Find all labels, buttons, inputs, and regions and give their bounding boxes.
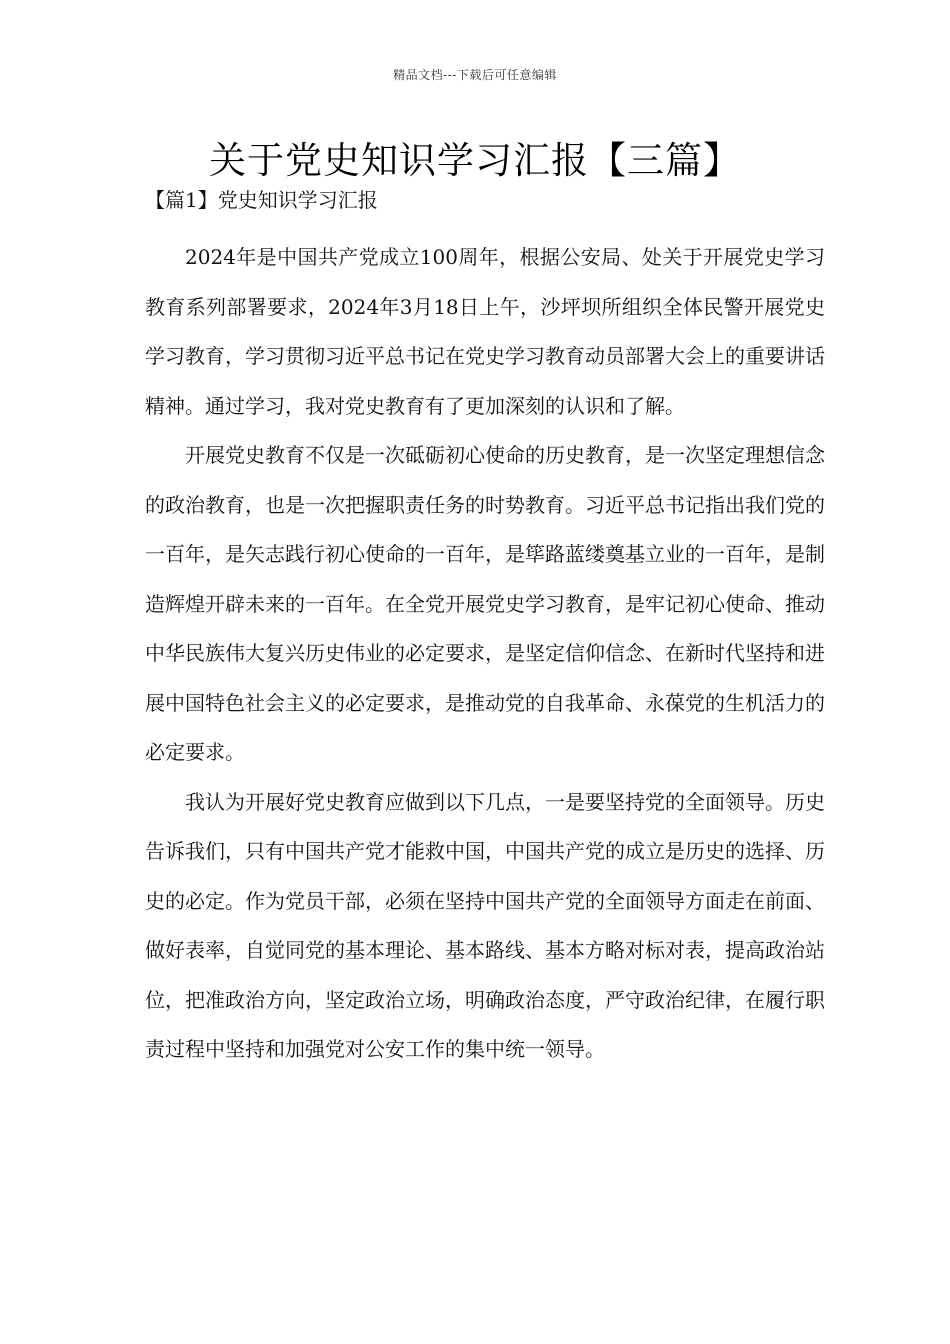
paragraph-1: 2024年是中国共产党成立100周年，根据公安局、处关于开展党史学习教育系列部署要求，2024年3月18日上午，沙坪坝所组织全体民警开展党史学习教育，学习贯彻习近平总书记在党史学习教育动员部署大会上的重要讲话精神。通过学习，我对党史教育有了更加深刻的认识和了解。 bbox=[145, 245, 825, 418]
paragraph-2: 开展党史教育不仅是一次砥砺初心使命的历史教育，是一次坚定理想信念的政治教育，也是一次把握职责任务的时势教育。习近平总书记指出我们党的一百年，是矢志践行初心使命的一百年，是筚路蓝缕奠基立业的一百年，是制造辉煌开辟未来的一百年。在全党开展党史学习教育，是牢记初心使命、推动中华民族伟大复兴历史伟业的必定要求，是坚定信仰信念、在新时代坚持和进展中国特色社会主义的必定要求，是推动党的自我革命、永葆党的生机活力的必定要求。 bbox=[145, 443, 825, 764]
document-body bbox=[145, 185, 825, 1075]
paragraph-3: 我认为开展好党史教育应做到以下几点，一是要坚持党的全面领导。历史告诉我们，只有中国共产党才能救中国，中国共产党的成立是历史的选择、历史的必定。作为党员干部，必须在坚持中国共产党的全面领导方面走在前面、做好表率，自觉同党的基本理论、基本路线、基本方略对标对表，提高政治站位，把准政治方向，坚定政治立场，明确政治态度，严守政治纪律，在履行职责过程中坚持和加强党对公安工作的集中统一领导。 bbox=[145, 789, 825, 1061]
section-heading: 【篇1】党史知识学习汇报 bbox=[145, 188, 378, 212]
document-title: 关于党史知识学习汇报【三篇】 bbox=[209, 139, 741, 182]
header-note: 精品文档---下载后可任意编辑 bbox=[393, 68, 557, 82]
